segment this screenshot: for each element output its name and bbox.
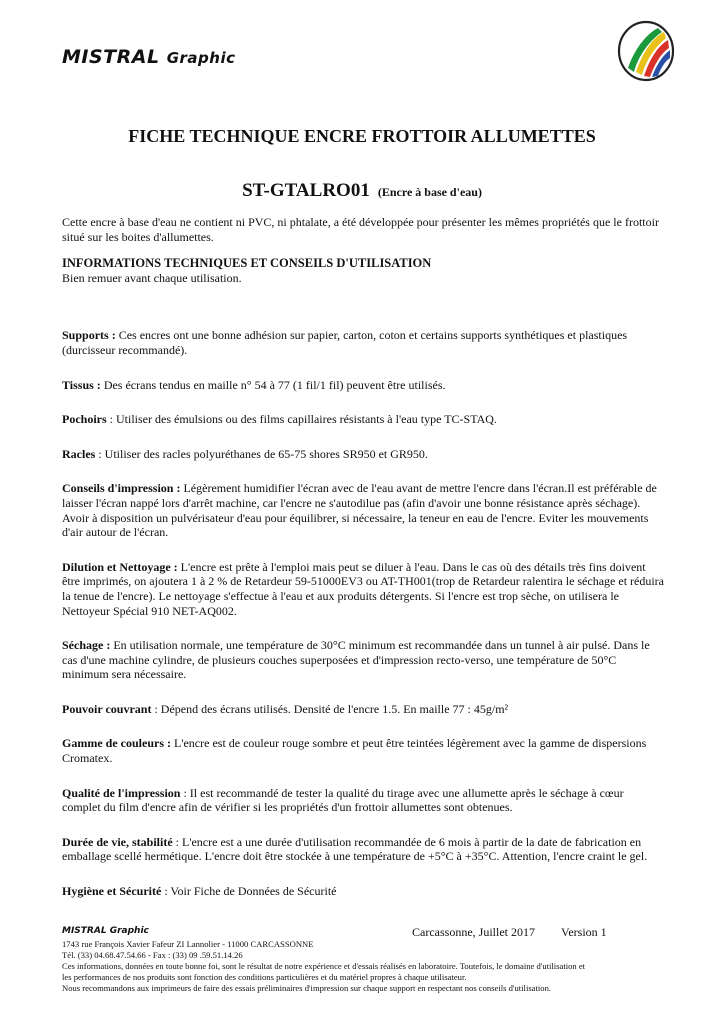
section-duree (62, 835, 664, 864)
section-label: Hygiène et Sécurité (62, 884, 162, 899)
section-label: Tissus : (62, 377, 101, 392)
section-label: Pochoirs (62, 412, 107, 427)
section-text: : Dépend des écrans utilisés. Densité de l'encre 1.5. En maille 77 : 45g/m² (151, 701, 509, 716)
info-heading: INFORMATIONS TECHNIQUES ET CONSEILS D'UTILISATION (62, 256, 432, 271)
footer-disclaimer-1: Ces informations, données en toute bonne foi, sont le résultat de notre expérience et d'essais réalisés en laboratoire. Toutefois, le domaine d'utilisation et (62, 961, 586, 971)
section-pochoirs (62, 412, 664, 427)
footer-disclaimer-2: les performances de nos produits sont fonction des conditions particulières et du matériel propres à chaque utilisateur. (62, 972, 467, 982)
footer-date-version (412, 925, 633, 940)
brand-main: MISTRAL (62, 46, 160, 68)
intro-paragraph: Cette encre à base d'eau ne contient ni PVC, ni phtalate, a été développée pour présenter les mêmes propriétés que le frottoir situé sur les boites d'allumettes. (62, 215, 659, 244)
section-label: Dilution et Nettoyage : (62, 559, 178, 574)
brand-sub: Graphic (166, 49, 236, 67)
section-text: : L'encre est a une durée d'utilisation recommandée de 6 mois à partir de la date de fabrication en emballage scellé hermétique. L'encre doit être stockée à une température de +5°C à +35°C. Attention, l'encre craint le gel. (62, 834, 648, 864)
section-text: Ces encres ont une bonne adhésion sur papier, carton, coton et certains supports synthétiques et plastiques (durcisseur recommandé). (62, 328, 628, 357)
section-text: : Utiliser des émulsions ou des films capillaires résistants à l'eau type TC-STAQ. (106, 412, 497, 427)
section-pouvoir (62, 702, 664, 717)
section-text: L'encre est de couleur rouge sombre et peut être teintées légèrement avec la gamme de dispersions Cromatex. (62, 736, 647, 766)
section-racles (62, 447, 664, 462)
footer-phone: Tél. (33) 04.68.47.54.66 - Fax : (33) 09 .59.51.14.26 (62, 950, 243, 960)
section-text: : Utiliser des racles polyuréthanes de 65-75 shores SR950 et GR950. (95, 446, 428, 461)
section-hygiene (62, 884, 664, 899)
footer-address: 1743 rue François Xavier Fafeur ZI Lannolier - 11000 CARCASSONNE (62, 939, 314, 949)
section-supports (62, 328, 664, 357)
footer-details (62, 939, 672, 994)
footer-brand: MISTRAL Graphic (62, 926, 149, 936)
section-label: Qualité de l'impression (62, 785, 181, 800)
info-text: Bien remuer avant chaque utilisation. (62, 270, 242, 285)
section-conseils (62, 481, 664, 539)
section-dilution (62, 560, 664, 618)
section-label: Conseils d'impression : (62, 481, 181, 496)
section-text: Des écrans tendus en maille n° 54 à 77 (1 fil/1 fil) peuvent être utilisés. (100, 377, 446, 392)
product-reference (0, 180, 724, 202)
section-text: : Voir Fiche de Données de Sécurité (161, 884, 337, 899)
section-label: Racles (62, 446, 96, 461)
section-label: Durée de vie, stabilité (62, 834, 173, 849)
section-label: Gamme de couleurs : (62, 736, 171, 751)
section-tissus (62, 378, 664, 393)
section-label: Supports : (62, 328, 116, 343)
brand-logo-text (62, 46, 235, 68)
product-code: ST-GTALRO01 (242, 180, 370, 201)
section-gamme (62, 736, 664, 765)
section-label: Pouvoir couvrant (62, 701, 152, 716)
section-text: L'encre est prête à l'emploi mais peut se diluer à l'eau. Dans le cas où des détails très fins doivent être imprimés, on ajoutera 1 à 2 % de Retardeur 59-51000EV3 ou AT-TH001(trop de Retardeur ralentira le séchage et réduira la tenue de l'encre). Le nettoyage s'effectue à l'eau et aux produits détergents. Si l'encre est trop sèche, on utilisera le Nettoyeur Spécial 910 NET-AQ002. (62, 559, 665, 618)
document-title: FICHE TECHNIQUE ENCRE FROTTOIR ALLUMETTES (128, 126, 596, 146)
section-text: : Il est recommandé de tester la qualité du tirage avec une allumette après le séchage à cœur complet du film d'encre afin de vérifier si les propriétés d'un frottoir allumettes sont obtenues. (62, 785, 624, 815)
section-text: En utilisation normale, une température de 30°C minimum est recommandée dans un tunnel à air pulsé. Dans le cas d'une machine cylindre, de plusieurs couches superposées et d'impression recto-verso, une température de 50°C minimum sera nécessaire. (62, 638, 650, 682)
document-body (62, 215, 664, 899)
footer-place-date: Carcassonne, Juillet 2017 (412, 925, 535, 939)
section-text: Légèrement humidifier l'écran avec de l'eau avant de mettre l'encre dans l'écran.Il est préférable de laisser l'écran nappé lors d'arrêt machine, car l'encre ne s'autodilue pas (afin d'avoir une bonne résistance après séchage). Avoir à disposition un pulvérisateur d'eau pour équilibrer, si nécessaire, la teneur en eau de l'encre. Eviter les mouvements d'air autour de l'écran. (62, 481, 657, 540)
footer-disclaimer-3: Nous recommandons aux imprimeurs de faire des essais préliminaires d'impression sur chaque support en respectant nos conseils d'utilisation. (62, 983, 552, 993)
product-subtitle: (Encre à base d'eau) (377, 185, 482, 199)
section-label: Séchage : (62, 638, 111, 653)
section-sechage (62, 638, 664, 682)
section-qualite (62, 786, 664, 815)
mistral-logo-icon (616, 20, 676, 82)
footer-version: Version 1 (560, 925, 607, 939)
